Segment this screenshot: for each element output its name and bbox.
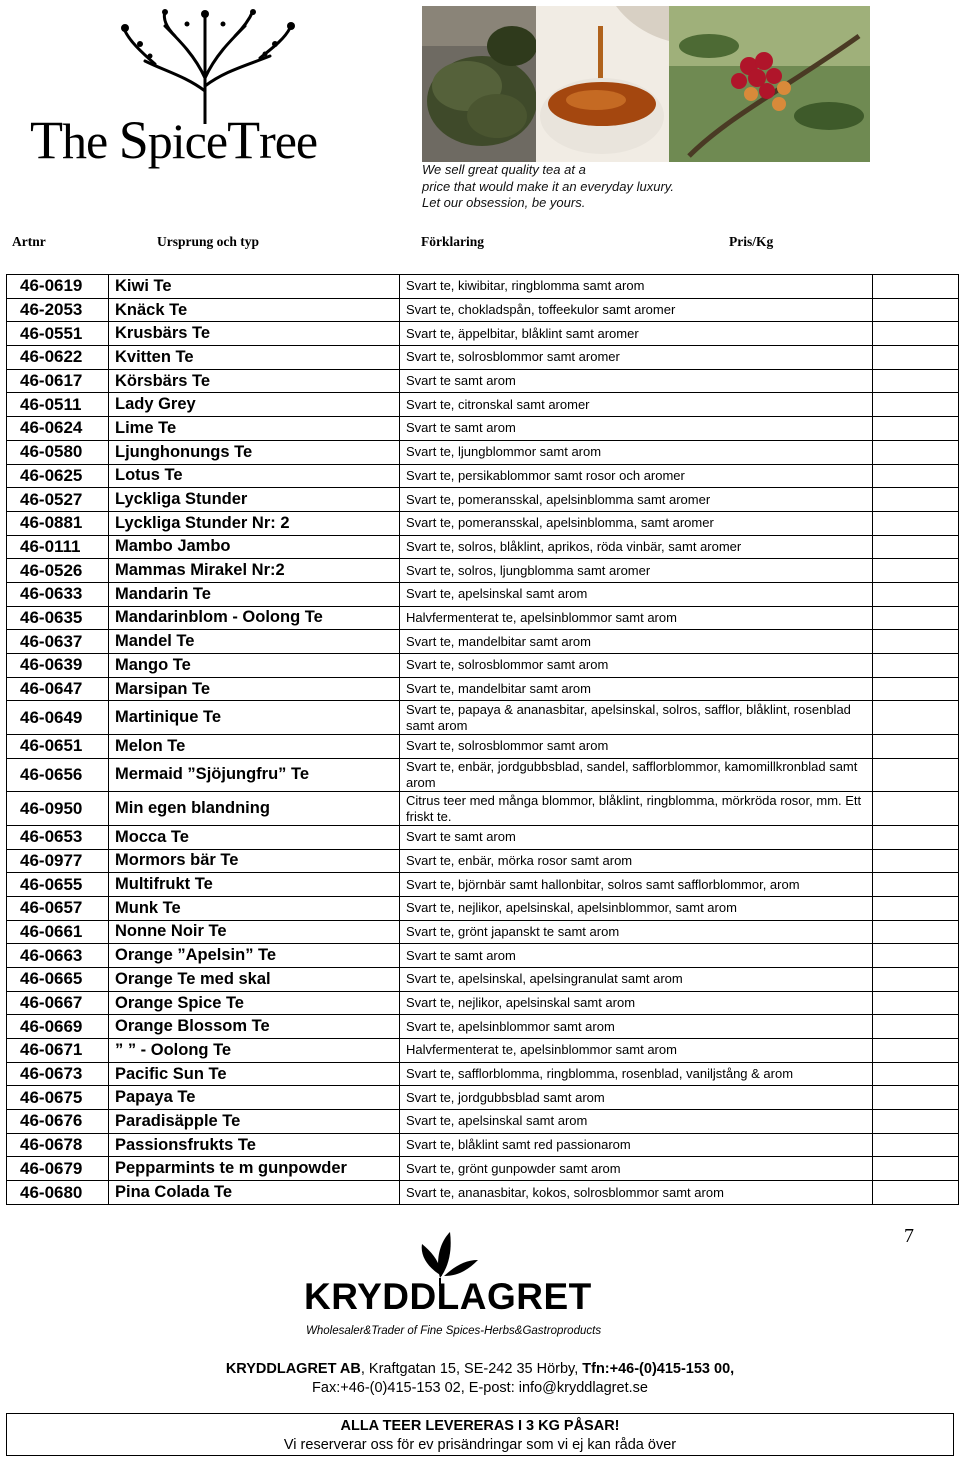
kryddlagret-wordmark: KRYDDLAGRET: [304, 1276, 592, 1317]
product-name-cell: Mormors bär Te: [109, 849, 400, 873]
delivery-notice-box: [6, 1413, 954, 1456]
table-row: [7, 967, 959, 991]
price-cell: [873, 1133, 959, 1157]
product-name-cell: Melon Te: [109, 734, 400, 758]
product-name-cell: Ljunghonungs Te: [109, 440, 400, 464]
product-name-cell: Lyckliga Stunder: [109, 488, 400, 512]
article-number-cell: 46-0671: [7, 1039, 109, 1063]
company-address: [0, 1360, 960, 1398]
table-row: [7, 369, 959, 393]
product-name-cell: Mambo Jambo: [109, 535, 400, 559]
product-name-cell: Paradisäpple Te: [109, 1110, 400, 1134]
article-number-cell: 46-0656: [7, 758, 109, 792]
price-cell: [873, 825, 959, 849]
product-name-cell: Pacific Sun Te: [109, 1062, 400, 1086]
price-cell: [873, 896, 959, 920]
price-cell: [873, 654, 959, 678]
article-number-cell: 46-0647: [7, 677, 109, 701]
article-number-cell: 46-0655: [7, 873, 109, 897]
table-row: [7, 734, 959, 758]
article-number-cell: 46-0661: [7, 920, 109, 944]
table-row: [7, 511, 959, 535]
table-row: [7, 322, 959, 346]
price-cell: [873, 792, 959, 826]
table-row: [7, 1181, 959, 1205]
table-row: [7, 393, 959, 417]
article-number-cell: 46-0639: [7, 654, 109, 678]
table-row: [7, 1086, 959, 1110]
article-number-cell: 46-0669: [7, 1015, 109, 1039]
table-row: [7, 1110, 959, 1134]
price-cell: [873, 346, 959, 370]
price-cell: [873, 1110, 959, 1134]
article-number-cell: 46-0580: [7, 440, 109, 464]
product-name-cell: Min egen blandning: [109, 792, 400, 826]
price-cell: [873, 967, 959, 991]
description-cell: Svart te, enbär, mörka rosor samt arom: [400, 849, 873, 873]
description-cell: Svart te samt arom: [400, 944, 873, 968]
table-row: [7, 275, 959, 299]
description-cell: Svart te, solrosblommor samt aromer: [400, 346, 873, 370]
description-cell: Svart te, solros, ljungblomma samt aromer: [400, 559, 873, 583]
price-cell: [873, 944, 959, 968]
tea-price-table: [6, 274, 959, 1205]
product-name-cell: Kiwi Te: [109, 275, 400, 299]
table-row: [7, 535, 959, 559]
table-row: [7, 298, 959, 322]
product-name-cell: Lime Te: [109, 417, 400, 441]
price-cell: [873, 630, 959, 654]
description-cell: Halvfermenterat te, apelsinblommor samt arom: [400, 606, 873, 630]
product-name-cell: Mammas Mirakel Nr:2: [109, 559, 400, 583]
tea-leaves-photo: [422, 6, 536, 162]
product-name-cell: Mermaid ”Sjöjungfru” Te: [109, 758, 400, 792]
article-number-cell: 46-0977: [7, 849, 109, 873]
product-name-cell: Mandarinblom - Oolong Te: [109, 606, 400, 630]
description-cell: Svart te, blåklint samt red passionarom: [400, 1133, 873, 1157]
table-row: [7, 582, 959, 606]
table-row: [7, 488, 959, 512]
street-address: , Kraftgatan 15, SE-242 35 Hörby,: [360, 1361, 583, 1377]
description-cell: Svart te, papaya & ananasbitar, apelsinskal, solros, safflor, blåklint, rosenblad samt arom: [400, 701, 873, 735]
article-number-cell: 46-0663: [7, 944, 109, 968]
description-cell: Svart te, grönt japanskt te samt arom: [400, 920, 873, 944]
price-cell: [873, 1039, 959, 1063]
description-cell: Svart te, kiwibitar, ringblomma samt arom: [400, 275, 873, 299]
table-row: [7, 825, 959, 849]
table-row: [7, 464, 959, 488]
description-cell: Svart te, apelsinskal, apelsingranulat samt arom: [400, 967, 873, 991]
price-cell: [873, 393, 959, 417]
description-cell: Svart te, äppelbitar, blåklint samt aromer: [400, 322, 873, 346]
product-name-cell: Orange Te med skal: [109, 967, 400, 991]
article-number-cell: 46-0881: [7, 511, 109, 535]
article-number-cell: 46-0678: [7, 1133, 109, 1157]
table-body: [7, 275, 959, 1205]
tea-pouring-photo: [536, 6, 669, 162]
price-cell: [873, 734, 959, 758]
description-cell: Svart te, nejlikor, apelsinskal samt arom: [400, 991, 873, 1015]
description-cell: Svart te, safflorblomma, ringblomma, rosenblad, vaniljstång & arom: [400, 1062, 873, 1086]
header-artnr: Artnr: [12, 234, 46, 249]
description-cell: Svart te, solrosblommor samt arom: [400, 654, 873, 678]
price-cell: [873, 701, 959, 735]
article-number-cell: 46-0680: [7, 1181, 109, 1205]
product-name-cell: Mocca Te: [109, 825, 400, 849]
table-row: [7, 440, 959, 464]
article-number-cell: 46-0111: [7, 535, 109, 559]
description-cell: Citrus teer med många blommor, blåklint, ringblomma, mörkröda rosor, mm. Ett friskt te.: [400, 792, 873, 826]
column-headers: [0, 234, 960, 252]
article-number-cell: 46-0673: [7, 1062, 109, 1086]
price-cell: [873, 369, 959, 393]
description-cell: Svart te, nejlikor, apelsinskal, apelsinblommor, samt arom: [400, 896, 873, 920]
price-cell: [873, 464, 959, 488]
product-name-cell: Kvitten Te: [109, 346, 400, 370]
price-cell: [873, 1181, 959, 1205]
price-cell: [873, 1157, 959, 1181]
article-number-cell: 46-0657: [7, 896, 109, 920]
article-number-cell: 46-0950: [7, 792, 109, 826]
tagline-line-2: price that would make it an everyday luxury.: [422, 178, 674, 194]
description-cell: Svart te, pomeransskal, apelsinblomma, samt aromer: [400, 511, 873, 535]
table-row: [7, 346, 959, 370]
product-name-cell: Orange Spice Te: [109, 991, 400, 1015]
description-cell: Svart te, solrosblommor samt arom: [400, 734, 873, 758]
header-description: Förklaring: [421, 234, 484, 249]
description-cell: Svart te, enbär, jordgubbsblad, sandel, safflorblommor, kamomillkronblad samt arom: [400, 758, 873, 792]
price-cell: [873, 417, 959, 441]
product-name-cell: Mandarin Te: [109, 582, 400, 606]
article-number-cell: 46-0625: [7, 464, 109, 488]
article-number-cell: 46-0665: [7, 967, 109, 991]
price-cell: [873, 606, 959, 630]
price-cell: [873, 991, 959, 1015]
price-cell: [873, 582, 959, 606]
description-cell: Svart te, mandelbitar samt arom: [400, 630, 873, 654]
article-number-cell: 46-0511: [7, 393, 109, 417]
article-number-cell: 46-0667: [7, 991, 109, 1015]
description-cell: Svart te samt arom: [400, 417, 873, 441]
fax-email-line: Fax:+46-(0)415-153 02, E-post: info@kryddlagret.se: [312, 1380, 648, 1396]
table-row: [7, 606, 959, 630]
product-name-cell: ” ” - Oolong Te: [109, 1039, 400, 1063]
product-name-cell: Orange Blossom Te: [109, 1015, 400, 1039]
product-name-cell: Passionsfrukts Te: [109, 1133, 400, 1157]
table-row: [7, 873, 959, 897]
price-cell: [873, 1062, 959, 1086]
table-row: [7, 677, 959, 701]
price-cell: [873, 677, 959, 701]
table-row: [7, 896, 959, 920]
article-number-cell: 46-0624: [7, 417, 109, 441]
description-cell: Svart te, grönt gunpowder samt arom: [400, 1157, 873, 1181]
coffee-berries-photo: [669, 6, 870, 162]
table-row: [7, 1062, 959, 1086]
price-cell: [873, 440, 959, 464]
price-cell: [873, 873, 959, 897]
product-name-cell: Lotus Te: [109, 464, 400, 488]
spice-tree-wordmark: The SpiceTree: [30, 110, 318, 170]
product-name-cell: Mandel Te: [109, 630, 400, 654]
price-cell: [873, 322, 959, 346]
table-row: [7, 849, 959, 873]
kryddlagret-slogan: Wholesaler&Trader of Fine Spices-Herbs&Gastroproducts: [306, 1325, 602, 1337]
product-name-cell: Lady Grey: [109, 393, 400, 417]
product-name-cell: Papaya Te: [109, 1086, 400, 1110]
description-cell: Svart te, apelsinblommor samt arom: [400, 1015, 873, 1039]
description-cell: Svart te, pomeransskal, apelsinblomma samt aromer: [400, 488, 873, 512]
product-name-cell: Lyckliga Stunder Nr: 2: [109, 511, 400, 535]
phone-number: Tfn:+46-(0)415-153 00,: [582, 1361, 735, 1377]
table-row: [7, 701, 959, 735]
price-cell: [873, 275, 959, 299]
table-row: [7, 1157, 959, 1181]
product-name-cell: Pepparmints te m gunpowder: [109, 1157, 400, 1181]
description-cell: Svart te samt arom: [400, 825, 873, 849]
price-cell: [873, 1086, 959, 1110]
article-number-cell: 46-0526: [7, 559, 109, 583]
notice-line-1: ALLA TEER LEVERERAS I 3 KG PÅSAR!: [340, 1418, 620, 1434]
tagline-line-3: Let our obsession, be yours.: [422, 195, 586, 210]
description-cell: Svart te, citronskal samt aromer: [400, 393, 873, 417]
table-row: [7, 559, 959, 583]
article-number-cell: 46-0637: [7, 630, 109, 654]
price-cell: [873, 849, 959, 873]
description-cell: Svart te, björnbär samt hallonbitar, solros samt safflorblommor, arom: [400, 873, 873, 897]
article-number-cell: 46-0527: [7, 488, 109, 512]
description-cell: Svart te, jordgubbsblad samt arom: [400, 1086, 873, 1110]
description-cell: Svart te, chokladspån, toffeekulor samt aromer: [400, 298, 873, 322]
price-cell: [873, 511, 959, 535]
article-number-cell: 46-0675: [7, 1086, 109, 1110]
article-number-cell: 46-2053: [7, 298, 109, 322]
article-number-cell: 46-0651: [7, 734, 109, 758]
description-cell: Svart te, apelsinskal samt arom: [400, 582, 873, 606]
product-name-cell: Marsipan Te: [109, 677, 400, 701]
article-number-cell: 46-0622: [7, 346, 109, 370]
table-row: [7, 630, 959, 654]
notice-line-2: Vi reserverar oss för ev prisändringar som vi ej kan råda över: [283, 1437, 677, 1453]
price-cell: [873, 559, 959, 583]
description-cell: Svart te, solros, blåklint, aprikos, röda vinbär, samt aromer: [400, 535, 873, 559]
article-number-cell: 46-0633: [7, 582, 109, 606]
page-number: 7: [904, 1225, 914, 1247]
tagline-line-1: We sell great quality tea at a: [422, 162, 586, 177]
article-number-cell: 46-0635: [7, 606, 109, 630]
company-name: KRYDDLAGRET AB: [225, 1361, 361, 1377]
product-name-cell: Mango Te: [109, 654, 400, 678]
product-name-cell: Martinique Te: [109, 701, 400, 735]
article-number-cell: 46-0617: [7, 369, 109, 393]
header-price: Pris/Kg: [729, 234, 774, 249]
table-row: [7, 944, 959, 968]
description-cell: Svart te, mandelbitar samt arom: [400, 677, 873, 701]
product-name-cell: Orange ”Apelsin” Te: [109, 944, 400, 968]
price-cell: [873, 535, 959, 559]
description-cell: Svart te, apelsinskal samt arom: [400, 1110, 873, 1134]
description-cell: Svart te samt arom: [400, 369, 873, 393]
table-row: [7, 758, 959, 792]
price-cell: [873, 298, 959, 322]
price-cell: [873, 758, 959, 792]
article-number-cell: 46-0649: [7, 701, 109, 735]
product-name-cell: Pina Colada Te: [109, 1181, 400, 1205]
product-name-cell: Multifrukt Te: [109, 873, 400, 897]
article-number-cell: 46-0653: [7, 825, 109, 849]
table-row: [7, 920, 959, 944]
article-number-cell: 46-0551: [7, 322, 109, 346]
table-row: [7, 991, 959, 1015]
description-cell: Svart te, ananasbitar, kokos, solrosblommor samt arom: [400, 1181, 873, 1205]
table-row: [7, 654, 959, 678]
description-cell: Halvfermenterat te, apelsinblommor samt arom: [400, 1039, 873, 1063]
article-number-cell: 46-0619: [7, 275, 109, 299]
product-name-cell: Krusbärs Te: [109, 322, 400, 346]
product-name-cell: Körsbärs Te: [109, 369, 400, 393]
product-name-cell: Nonne Noir Te: [109, 920, 400, 944]
price-cell: [873, 920, 959, 944]
price-cell: [873, 488, 959, 512]
header-origin: Ursprung och typ: [157, 234, 260, 249]
table-row: [7, 1039, 959, 1063]
price-cell: [873, 1015, 959, 1039]
tagline: [422, 162, 752, 212]
table-row: [7, 1133, 959, 1157]
spice-tree-logo-icon: [95, 6, 315, 124]
article-number-cell: 46-0679: [7, 1157, 109, 1181]
product-name-cell: Knäck Te: [109, 298, 400, 322]
article-number-cell: 46-0676: [7, 1110, 109, 1134]
description-cell: Svart te, persikablommor samt rosor och aromer: [400, 464, 873, 488]
product-name-cell: Munk Te: [109, 896, 400, 920]
table-row: [7, 1015, 959, 1039]
table-row: [7, 417, 959, 441]
description-cell: Svart te, ljungblommor samt arom: [400, 440, 873, 464]
table-row: [7, 792, 959, 826]
